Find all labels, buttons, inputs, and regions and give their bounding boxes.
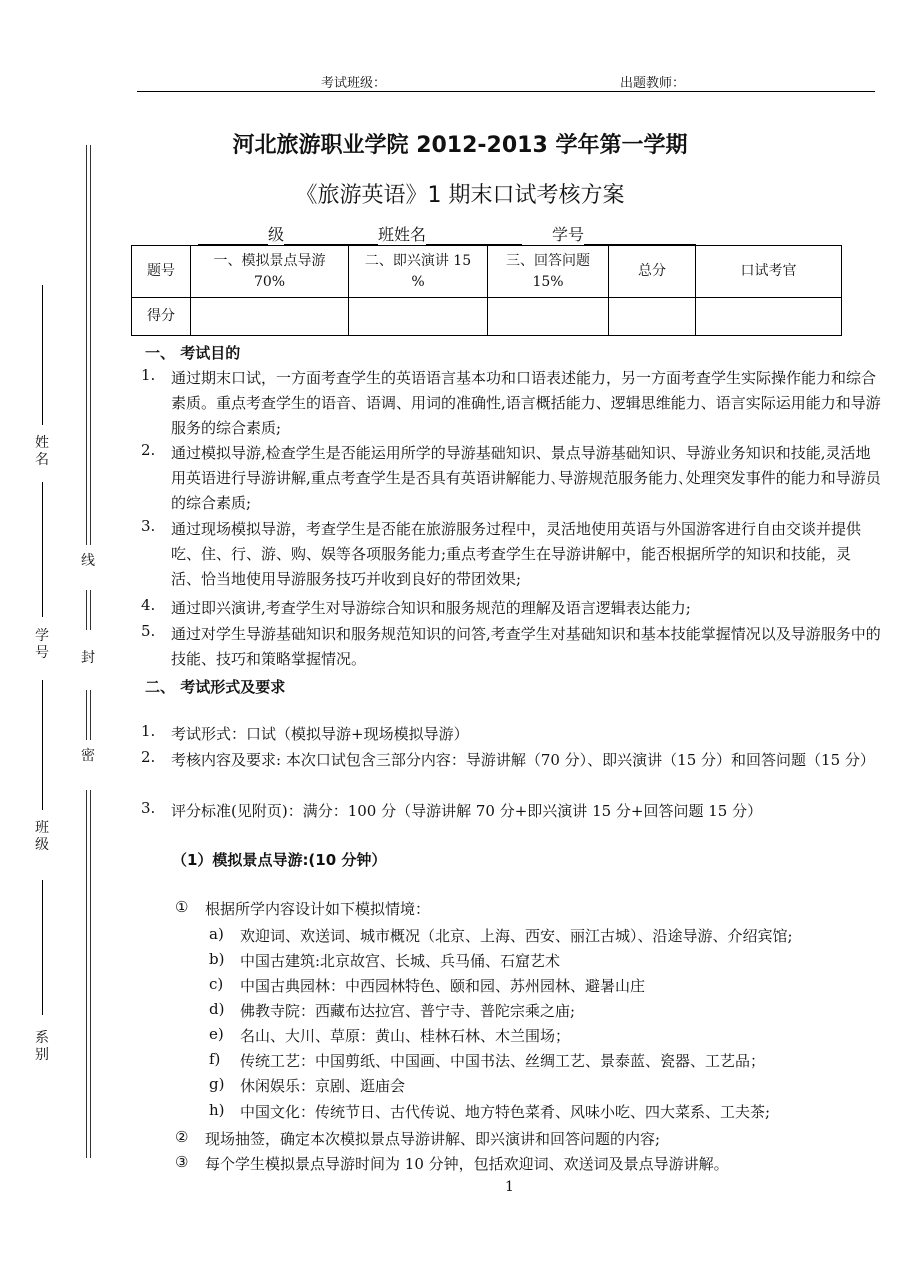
subitem-letter: d) (209, 1000, 225, 1018)
binding-line (86, 790, 91, 1158)
student-no-field-line[interactable] (42, 482, 43, 617)
item-number: 1. (141, 722, 156, 740)
page-subtitle: 《旅游英语》1 期末口试考核方案 (295, 183, 625, 208)
name-label: 姓名 (35, 435, 49, 468)
dept-margin-label: 系别 (35, 1030, 49, 1063)
student-no-label: 学号 (552, 225, 585, 244)
list-item: 通过对学生导游基础知识和服务规范知识的问答,考查学生对基础知识和基本技能掌握情况以及导游服务中的技能、技巧和策略掌握情况。 (171, 625, 881, 668)
list-item: 评分标准(见附页)：满分：100 分（导游讲解 70 分+即兴演讲 15 分+回答问题 15 分） (171, 802, 763, 820)
teacher-label: 出题教师： (620, 76, 686, 91)
score-label: 得分 (132, 298, 191, 336)
seal-word-secret: 密 (81, 748, 95, 764)
subitem-letter: h) (209, 1101, 225, 1119)
subitem-text: 传统工艺：中国剪纸、中国画、中国书法、丝绸工艺、景泰蓝、瓷器、工艺品； (240, 1052, 766, 1070)
score-table (131, 245, 842, 336)
col-simulated-tour: 一、模拟景点导游 70% (191, 246, 349, 298)
item-number: 4. (141, 596, 156, 614)
list-item: 通过现场模拟导游，考查学生是否能在旅游服务过程中，灵活地使用英语与外国游客进行自由交谈并提供吃、住、行、游、购、娱等各项服务能力;重点考查学生在导游讲解中，能否根据所学的知识和技能，灵活、恰当地使用导游服务技巧并收到良好的带团效果; (171, 520, 862, 588)
name-field-line[interactable] (42, 285, 43, 425)
subitem-text: 佛教寺院：西藏布达拉宫、普宁寺、普陀宗乘之庙; (240, 1002, 576, 1020)
score-cell[interactable] (191, 298, 349, 336)
page-number: 1 (505, 1179, 514, 1195)
grade-label: 级 (268, 225, 285, 244)
subitem-letter: b) (209, 950, 225, 968)
subitem-letter: g) (209, 1075, 225, 1093)
col-examiner: 口试考官 (696, 246, 842, 298)
class-blank[interactable] (284, 227, 378, 245)
item-number: 5. (141, 622, 156, 640)
section-heading: 一、 考试目的 (145, 344, 241, 362)
col-total: 总分 (609, 246, 696, 298)
student-no-margin-label: 学号 (35, 628, 49, 661)
student-no-blank[interactable] (584, 227, 696, 245)
circle-item: 根据所学内容设计如下模拟情境： (205, 900, 431, 918)
seal-word-seal: 封 (81, 650, 95, 666)
subitem-letter: e) (209, 1025, 224, 1043)
circle-item: 现场抽签，确定本次模拟景点导游讲解、即兴演讲和回答问题的内容; (205, 1130, 661, 1148)
col-impromptu-speech: 二、即兴演讲 15 % (349, 246, 488, 298)
circle-item: 每个学生模拟景点导游时间为 10 分钟，包括欢迎词、欢送词及景点导游讲解。 (205, 1155, 729, 1173)
binding-line (86, 690, 91, 740)
score-cell[interactable] (349, 298, 488, 336)
seal-word-line: 线 (81, 553, 95, 569)
header-rule (137, 91, 875, 92)
subitem-letter: f) (209, 1050, 221, 1068)
class-name-label: 班姓名 (378, 225, 427, 244)
subitem-text: 名山、大川、草原：黄山、桂林石林、木兰围场； (240, 1027, 571, 1045)
subitem-letter: a) (209, 925, 224, 943)
score-cell[interactable] (488, 298, 609, 336)
subitem-text: 欢迎词、欢送词、城市概况（北京、上海、西安、丽江古城）、沿途导游、介绍宾馆; (240, 927, 793, 945)
subitem-text: 中国古建筑:北京故宫、长城、兵马俑、石窟艺术 (240, 952, 561, 970)
info-row (198, 222, 696, 245)
subitem-text: 休闲娱乐：京剧、逛庙会 (240, 1077, 406, 1095)
score-cell[interactable] (609, 298, 696, 336)
binding-line (86, 590, 91, 630)
binding-line (86, 145, 91, 545)
col-qa: 三、回答问题 15% (488, 246, 609, 298)
subsection-heading: （1）模拟景点导游:(10 分钟） (172, 851, 387, 869)
name-blank[interactable] (426, 227, 522, 245)
item-number: 1. (141, 366, 156, 384)
list-item: 考核内容及要求: 本次口试包含三部分内容：导游讲解（70 分）、即兴演讲（15 分）和回答问题（15 分） (171, 751, 875, 769)
circle-number: ② (175, 1128, 189, 1146)
subitem-text: 中国文化：传统节日、古代传说、地方特色菜肴、风味小吃、四大菜系、工夫茶; (240, 1103, 771, 1121)
list-item: 通过模拟导游,检查学生是否能运用所学的导游基础知识、景点导游基础知识、导游业务知识和技能,灵活地用英语进行导游讲解,重点考查学生是否具有英语讲解能力､导游规范服务能力､处理突发事件的能力和导游员的综合素质; (171, 444, 881, 512)
score-cell[interactable] (696, 298, 842, 336)
class-field-line[interactable] (42, 680, 43, 810)
subitem-text: 中国古典园林：中西园林特色、颐和园、苏州园林、避暑山庄 (240, 977, 646, 995)
list-item: 通过即兴演讲,考查学生对导游综合知识和服务规范的理解及语言逻辑表达能力; (171, 599, 691, 617)
grade-blank[interactable] (198, 227, 268, 245)
list-item: 考试形式：口试（模拟导游+现场模拟导游） (171, 725, 469, 743)
row-header: 题号 (132, 246, 191, 298)
class-margin-label: 班级 (35, 820, 49, 853)
dept-field-line[interactable] (42, 880, 43, 1015)
exam-class-label: 考试班级： (321, 76, 387, 91)
item-number: 2. (141, 748, 156, 766)
item-number: 2. (141, 441, 156, 459)
item-number: 3. (141, 517, 156, 535)
list-item: 通过期末口试，一方面考查学生的英语语言基本功和口语表述能力，另一方面考查学生实际操作能力和综合素质。重点考查学生的语音、语调、用词的准确性,语言概括能力、逻辑思维能力、语言实际运用能力和导游服务的综合素质; (171, 369, 881, 437)
item-number: 3. (141, 799, 156, 817)
subitem-letter: c) (209, 975, 224, 993)
section-heading: 二、 考试形式及要求 (145, 678, 286, 696)
circle-number: ③ (175, 1153, 189, 1171)
page-title: 河北旅游职业学院 2012-2013 学年第一学期 (232, 133, 688, 158)
circle-number: ① (175, 898, 189, 916)
